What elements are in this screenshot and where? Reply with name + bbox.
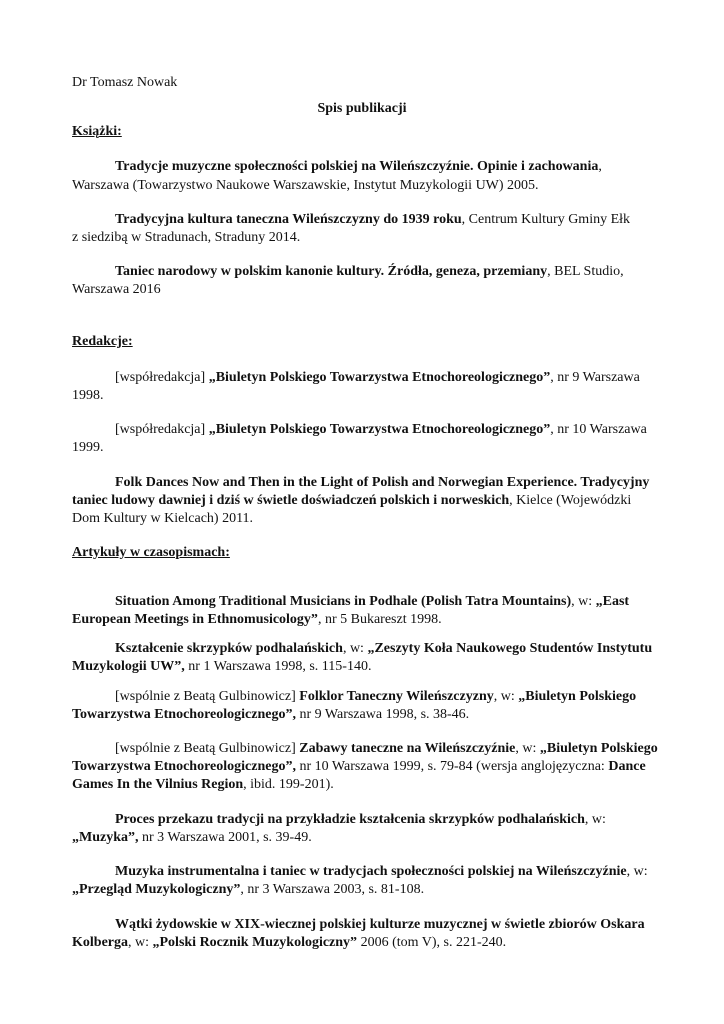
entry-text: , w: [584, 812, 606, 827]
journal-title: „Zeszyty Koła Naukowego Studentów Instytutu [367, 641, 653, 656]
entry-title: Proces przekazu tradycji na przykładzie kształcenia skrzypków podhalańskich [115, 812, 585, 827]
section-heading-books: Książki: [72, 124, 122, 139]
entry-text: , nr 10 Warszawa [550, 422, 647, 437]
journal-title: „Przegląd Muzykologiczny” [72, 882, 241, 897]
entry-text: , w: [342, 641, 368, 656]
entry-title: Wątki żydowskie w XIX-wiecznej polskiej kulturze muzycznej w świetle zbiorów Oskara [115, 917, 645, 932]
entry-note: [wspólnie z Beatą Gulbinowicz] [115, 741, 300, 756]
journal-title: „Muzyka”, [72, 830, 139, 845]
entry-title: Zabawy taneczne na Wileńszczyźnie [299, 741, 516, 756]
entry-title: Games In the Vilnius Region [72, 777, 244, 792]
entry-title: Muzyka instrumentalna i taniec w tradycjach społeczności polskiej na Wileńszczyźnie [115, 864, 627, 879]
section-heading-articles: Artykuły w czasopismach: [72, 545, 230, 560]
entry-title: „Biuletyn Polskiego Towarzystwa Etnochoreologicznego” [208, 422, 551, 437]
entry-text: , w: [571, 594, 596, 609]
entry-text: Warszawa 2016 [72, 282, 161, 297]
entry-note: [wspólnie z Beatą Gulbinowicz] [115, 689, 300, 704]
journal-title: „Biuletyn Polskiego [539, 741, 658, 756]
entry-text: , Centrum Kultury Gminy Ełk [461, 212, 631, 227]
entry-title: „Biuletyn Polskiego Towarzystwa Etnochoreologicznego” [208, 370, 551, 385]
entry-text: z siedzibą w Stradunach, Straduny 2014. [72, 230, 301, 245]
entry-title: Folklor Taneczny Wileńszczyzny [299, 689, 494, 704]
entry-text: , w: [626, 864, 648, 879]
document-title: Spis publikacji [317, 101, 407, 116]
entry-title: Kształcenie skrzypków podhalańskich [115, 641, 343, 656]
entry-title: Situation Among Traditional Musicians in Podhale (Polish Tatra Mountains) [115, 594, 572, 609]
entry-text: 1999. [72, 440, 104, 455]
entry-text: nr 10 Warszawa 1999, s. 79-84 (wersja anglojęzyczna: [295, 759, 609, 774]
entry-note: [współredakcja] [115, 370, 209, 385]
journal-title: Muzykologii UW”, [72, 659, 185, 674]
journal-title: „Biuletyn Polskiego [518, 689, 637, 704]
journal-title: Towarzystwa Etnochoreologicznego”, [72, 707, 296, 722]
entry-text: Dom Kultury w Kielcach) 2011. [72, 511, 254, 526]
author-name: Dr Tomasz Nowak [72, 75, 178, 90]
entry-text: , [598, 159, 602, 174]
entry-title: Tradycje muzyczne społeczności polskiej na Wileńszczyźnie. Opinie i zachowania [115, 159, 599, 174]
section-heading-editions: Redakcje: [72, 334, 133, 349]
entry-text: nr 3 Warszawa 2001, s. 39-49. [138, 830, 312, 845]
entry-text: , w: [515, 741, 540, 756]
entry-text: , nr 5 Bukareszt 1998. [317, 612, 442, 627]
journal-title: „Polski Rocznik Muzykologiczny” [152, 935, 358, 950]
journal-title: Towarzystwa Etnochoreologicznego”, [72, 759, 296, 774]
entry-text: , BEL Studio, [547, 264, 624, 279]
entry-text: Warszawa (Towarzystwo Naukowe Warszawskie, Instytut Muzykologii UW) 2005. [72, 178, 539, 193]
entry-title: Dance [608, 759, 646, 774]
entry-text: , nr 3 Warszawa 2003, s. 81-108. [240, 882, 425, 897]
entry-text: , w: [493, 689, 519, 704]
entry-note: [współredakcja] [115, 422, 209, 437]
entry-text: , w: [128, 935, 153, 950]
entry-text: nr 1 Warszawa 1998, s. 115-140. [184, 659, 372, 674]
entry-text: 1998. [72, 388, 104, 403]
entry-text: , ibid. 199-201). [243, 777, 334, 792]
entry-text: , Kielce (Wojewódzki [509, 493, 632, 508]
journal-title: „East [595, 594, 630, 609]
entry-text: , nr 9 Warszawa [550, 370, 640, 385]
entry-title: taniec ludowy dawniej i dziś w świetle doświadczeń polskich i norweskich [72, 493, 510, 508]
entry-title: Tradycyjna kultura taneczna Wileńszczyzny do 1939 roku [115, 212, 462, 227]
entry-text: 2006 (tom V), s. 221-240. [357, 935, 507, 950]
entry-text: nr 9 Warszawa 1998, s. 38-46. [295, 707, 470, 722]
entry-title: Taniec narodowy w polskim kanonie kultury. Źródła, geneza, przemiany [115, 264, 548, 279]
entry-title: Kolberga [72, 935, 128, 950]
entry-title: Folk Dances Now and Then in the Light of Polish and Norwegian Experience. Tradycyjny [115, 475, 650, 490]
journal-title: European Meetings in Ethnomusicology” [72, 612, 318, 627]
